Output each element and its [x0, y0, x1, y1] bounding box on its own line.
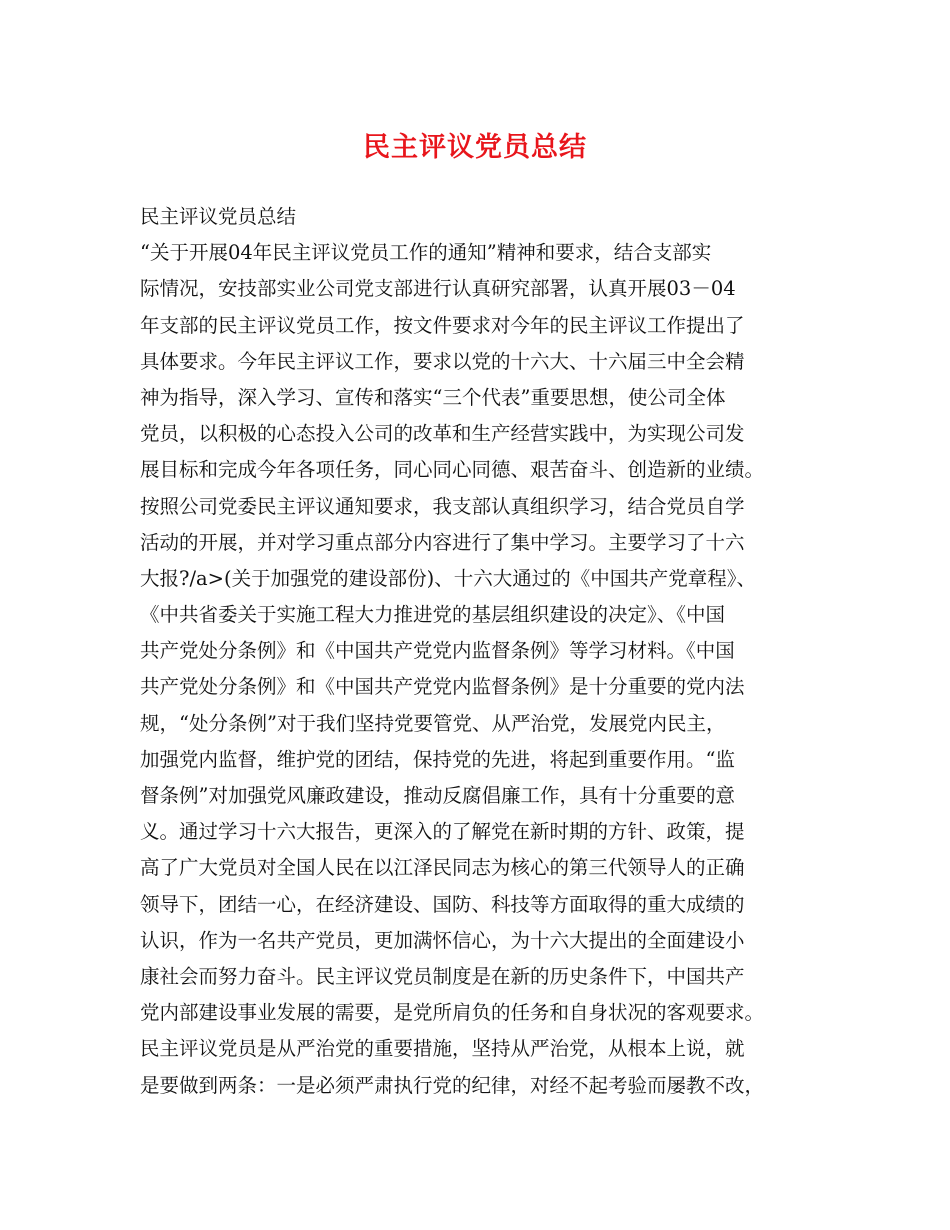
body-line: 党员，以积极的心态投入公司的改革和生产经营实践中，为实现公司发	[140, 422, 745, 446]
document-title: 民主评议党员总结	[363, 132, 587, 163]
body-line: 《中共省委关于实施工程大力推进党的基层组织建设的决定》、《中国	[140, 603, 726, 627]
body-line: 活动的开展，并对学习重点部分内容进行了集中学习。主要学习了十六	[140, 530, 745, 554]
body-line: 认识，作为一名共产党员，更加满怀信心，为十六大提出的全面建设小	[140, 928, 745, 952]
body-line: 义。通过学习十六大报告，更深入的了解党在新时期的方针、政策，提	[140, 820, 745, 844]
body-line: 是要做到两条：一是必须严肃执行党的纪律，对经不起考验而屡教不改，	[140, 1073, 765, 1097]
body-line: 康社会而努力奋斗。民主评议党员制度是在新的历史条件下，中国共产	[140, 964, 745, 988]
body-line: 年支部的民主评议党员工作，按文件要求对今年的民主评议工作提出了	[140, 313, 745, 337]
body-line: 神为指导，深入学习、宣传和落实“三个代表”重要思想，使公司全体	[140, 385, 726, 409]
body-line: 督条例”对加强党风廉政建设，推动反腐倡廉工作，具有十分重要的意	[140, 784, 735, 807]
body-line: 共产党处分条例》和《中国共产党党内监督条例》是十分重要的党内法	[140, 675, 745, 699]
body-line: “关于开展04年民主评议党员工作的通知”精神和要求，结合支部实	[140, 241, 712, 265]
body-line: 大报?/a>(关于加强党的建设部份)、十六大通过的《中国共产党章程》、	[140, 566, 756, 590]
body-line: 民主评议党员是从严治党的重要措施，坚持从严治党，从根本上说，就	[140, 1037, 745, 1061]
body-line: 展目标和完成今年各项任务，同心同心同德、艰苦奋斗、创造新的业绩。	[140, 458, 765, 482]
body-line: 规，“处分条例”对于我们坚持党要管党、从严治党，发展党内民主，	[140, 711, 726, 735]
body-line: 际情况，安技部实业公司党支部进行认真研究部署，认真开展03－04	[140, 277, 736, 301]
body-line: 按照公司党委民主评议通知要求，我支部认真组织学习，结合党员自学	[140, 494, 745, 518]
body-line: 领导下，团结一心，在经济建设、国防、科技等方面取得的重大成绩的	[140, 892, 745, 916]
document-body	[140, 199, 830, 1104]
body-line: 共产党处分条例》和《中国共产党党内监督条例》等学习材料。《中国	[140, 639, 735, 663]
body-line: 加强党内监督，维护党的团结，保持党的先进，将起到重要作用。“监	[140, 747, 735, 771]
body-line: 具体要求。今年民主评议工作，要求以党的十六大、十六届三中全会精	[140, 349, 745, 373]
body-line: 党内部建设事业发展的需要，是党所肩负的任务和自身状况的客观要求。	[140, 1001, 765, 1025]
body-line: 高了广大党员对全国人民在以江泽民同志为核心的第三代领导人的正确	[140, 856, 745, 880]
body-line: 民主评议党员总结	[140, 205, 297, 228]
